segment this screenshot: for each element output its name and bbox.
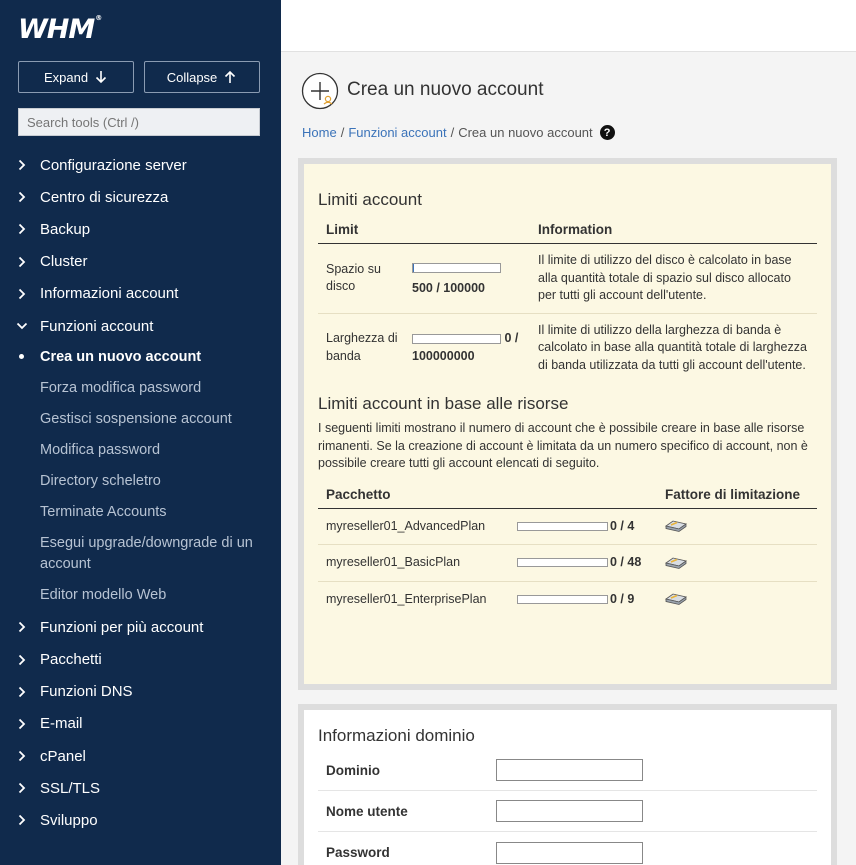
hard-disk-icon (665, 592, 687, 606)
hard-disk-icon (665, 556, 687, 570)
top-bar (281, 0, 856, 52)
sidebar-item-informazioni-account[interactable]: Informazioni account (0, 278, 281, 310)
chevron-right-icon (16, 750, 28, 762)
package-usage-bar (517, 522, 608, 531)
col-information: Information (530, 216, 817, 244)
breadcrumb (302, 125, 615, 140)
form-row-password (318, 832, 817, 865)
disk-usage-value: 500 / 100000 (412, 280, 485, 295)
table-row (318, 313, 817, 382)
sidebar-subitem-terminate-accounts[interactable]: Terminate Accounts (40, 504, 167, 521)
sidebar-subitem-directory-scheletro[interactable]: Directory scheletro (40, 473, 161, 490)
breadcrumb-section-link[interactable]: Funzioni account (348, 125, 447, 140)
domain-info-panel (298, 704, 837, 865)
arrow-down-icon (94, 70, 108, 84)
limit-name: Larghezza di banda (326, 331, 398, 363)
password-label: Password (326, 845, 390, 860)
package-usage-bar (517, 558, 608, 567)
chevron-right-icon (16, 288, 28, 300)
package-usage-bar (517, 595, 608, 604)
search-tools-input[interactable] (18, 108, 260, 136)
col-package: Pacchetto (318, 481, 657, 509)
sidebar-subitem-crea-nuovo-account[interactable]: Crea un nuovo account (40, 342, 281, 373)
sidebar-item-cluster[interactable]: Cluster (0, 246, 281, 278)
package-name: myreseller01_BasicPlan (326, 555, 461, 569)
help-icon[interactable]: ? (600, 125, 615, 140)
table-row (318, 244, 817, 314)
col-limit: Limit (318, 216, 530, 244)
domain-label: Dominio (326, 762, 380, 778)
domain-info-heading: Informazioni dominio (318, 726, 475, 745)
sidebar-item-cpanel[interactable]: cPanel (0, 740, 281, 772)
sidebar-subitem-upgrade-downgrade[interactable]: Esegui upgrade/downgrade di un account (40, 535, 253, 573)
chevron-right-icon (16, 718, 28, 730)
chevron-right-icon (16, 814, 28, 826)
chevron-right-icon (16, 686, 28, 698)
collapse-label: Collapse (166, 69, 218, 85)
package-name: myreseller01_EnterprisePlan (326, 591, 487, 606)
bandwidth-usage-value-a: 0 / (504, 331, 519, 346)
sidebar-subitem-modifica-password[interactable]: Modifica password (40, 442, 161, 459)
sidebar-item-configurazione-server[interactable]: Configurazione server (0, 149, 281, 181)
breadcrumb-current: Crea un nuovo account (458, 125, 593, 140)
sidebar-item-email[interactable]: E-mail (0, 708, 281, 740)
resources-table (318, 481, 817, 618)
sidebar-nav (0, 149, 281, 837)
form-row-username (318, 791, 817, 832)
resources-table-header (318, 481, 817, 509)
password-input[interactable] (496, 842, 643, 864)
chevron-right-icon (16, 191, 28, 203)
limit-info: Il limite di utilizzo del disco è calcolato in base alla quantità totale di spazio sul disco allocato per tutti gli account dell'utente. (530, 244, 817, 314)
sidebar-subitem-forza-modifica-password[interactable]: Forza modifica password (40, 380, 202, 397)
breadcrumb-separator: / (340, 125, 345, 140)
bandwidth-usage-bar (412, 334, 501, 344)
sidebar-item-funzioni-dns[interactable]: Funzioni DNS (0, 676, 281, 708)
sidebar-item-centro-di-sicurezza[interactable]: Centro di sicurezza (0, 181, 281, 213)
expand-collapse-row (18, 61, 260, 93)
add-account-icon (301, 72, 339, 110)
limit-info: Il limite di utilizzo della larghezza di banda è calcolato in base alla quantità totale di larghezza di banda utilizzata da tutti gli account dell'utente. (538, 322, 807, 372)
username-label: Nome utente (326, 803, 408, 819)
chevron-right-icon (16, 256, 28, 268)
chevron-right-icon (16, 223, 28, 235)
bandwidth-usage-value-b: 100000000 (412, 348, 475, 363)
package-usage-value: 0 / 4 (610, 518, 635, 533)
resources-heading: Limiti account in base alle risorse (318, 394, 569, 413)
chevron-right-icon (16, 782, 28, 794)
chevron-right-icon (16, 621, 28, 633)
form-row-domain (318, 750, 817, 791)
sidebar-item-funzioni-account[interactable]: Funzioni account (0, 310, 281, 342)
table-row (318, 581, 817, 617)
sidebar-subitems (0, 342, 281, 611)
sidebar-item-sviluppo[interactable]: Sviluppo (0, 804, 281, 836)
limit-name: Spazio su disco (326, 261, 381, 294)
limits-table (318, 216, 817, 382)
package-usage-value: 0 / 48 (610, 555, 642, 569)
chevron-right-icon (16, 159, 28, 171)
sidebar-item-pacchetti[interactable]: Pacchetti (0, 643, 281, 675)
main-content (281, 52, 856, 865)
col-limiting-factor: Fattore di limitazione (657, 481, 817, 509)
package-usage-value: 0 / 9 (610, 591, 635, 606)
arrow-up-icon (223, 70, 237, 84)
sidebar-item-ssl-tls[interactable]: SSL/TLS (0, 772, 281, 804)
sidebar-subitem-editor-modello-web[interactable]: Editor modello Web (40, 587, 167, 604)
table-row (318, 545, 817, 582)
chevron-right-icon (16, 654, 28, 666)
account-limits-panel (298, 158, 837, 690)
hard-disk-icon (665, 519, 687, 533)
expand-label: Expand (43, 69, 89, 85)
limits-table-header (318, 216, 817, 244)
whm-logo[interactable]: WHM® (18, 14, 102, 45)
expand-button[interactable] (18, 61, 134, 93)
page-title: Crea un nuovo account (347, 79, 544, 100)
sidebar-item-funzioni-piu-account[interactable]: Funzioni per più account (0, 611, 281, 643)
sidebar (0, 0, 281, 865)
username-input[interactable] (496, 800, 643, 822)
table-row (318, 508, 817, 545)
breadcrumb-separator: / (450, 125, 455, 140)
breadcrumb-home-link[interactable]: Home (302, 125, 337, 140)
sidebar-item-backup[interactable]: Backup (0, 213, 281, 245)
disk-usage-bar (412, 263, 501, 273)
domain-input[interactable] (496, 759, 643, 781)
domain-info-form (318, 750, 817, 865)
sidebar-subitem-gestisci-sospensione[interactable]: Gestisci sospensione account (40, 411, 232, 428)
chevron-down-icon (16, 320, 28, 332)
limits-heading: Limiti account (318, 190, 422, 209)
package-name: myreseller01_AdvancedPlan (326, 518, 486, 533)
collapse-button[interactable] (144, 61, 260, 93)
resources-description: I seguenti limiti mostrano il numero di account che è possibile creare in base alle risorse rimanenti. Se la creazione di account è limitata da un numero specifico di account, non è possibile creare tutti gli account elencati di seguito. (318, 421, 808, 470)
